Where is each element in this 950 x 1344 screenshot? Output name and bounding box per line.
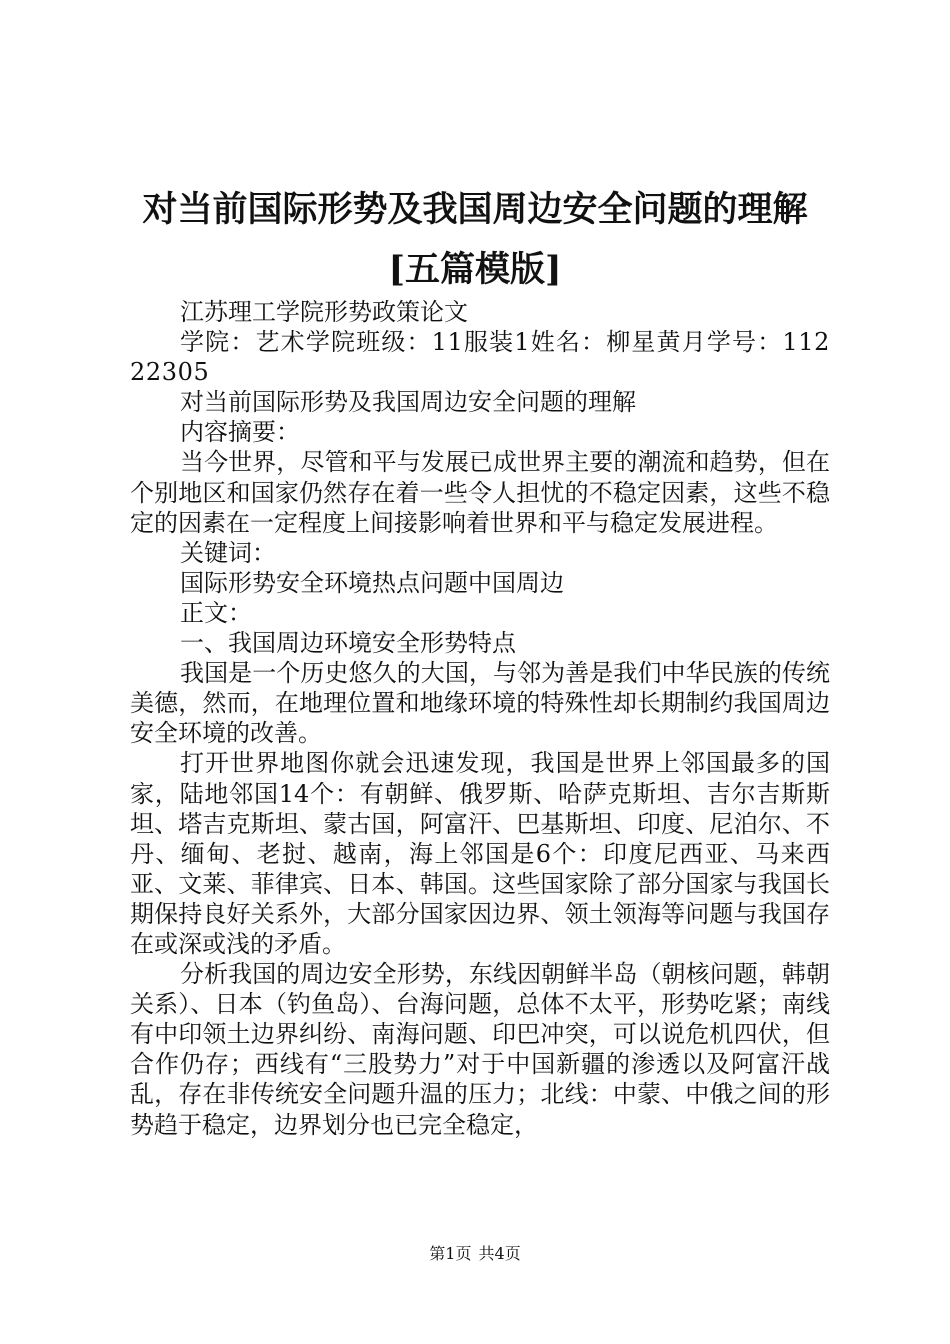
paragraph-school: 江苏理工学院形势政策论文 (180, 298, 468, 326)
paragraph-section-heading: 一、我国周边环境安全形势特点 (180, 629, 516, 658)
paragraph-body-1: 我国是一个历史悠久的大国，与邻为善是我们中华民族的传统美德，然而，在地理位置和地缘环境的特殊性却长期制约我国周边安全环境的改善。 (130, 659, 830, 748)
paragraph-abstract-heading: 内容摘要： (180, 418, 300, 447)
page-number: 第1页 (429, 1244, 472, 1263)
paragraph-abstract: 当今世界，尽管和平与发展已成世界主要的潮流和趋势，但在个别地区和国家仍然存在着一些令人担忧的不稳定因素，这些不稳定的因素在一定程度上间接影响着世界和平与稳定发展进程。 (130, 448, 830, 537)
document-title-line2: [五篇模版] (388, 249, 562, 290)
paragraph-body-heading: 正文： (180, 598, 252, 627)
page-total: 共4页 (478, 1244, 521, 1263)
page-footer (0, 1244, 950, 1264)
paragraph-body-2: 打开世界地图你就会迅速发现，我国是世界上邻国最多的国家，陆地邻国14个：有朝鲜、俄罗斯、哈萨克斯坦、吉尔吉斯斯坦、塔吉克斯坦、蒙古国，阿富汗、巴基斯坦、印度、尼泊尔、不丹、缅甸、老挝、越南，海上邻国是6个：印度尼西亚、马来西亚、文莱、菲律宾、日本、韩国。这些国家除了部分国家与我国长期保持良好关系外，大部分国家因边界、领土领海等问题与我国存在或深或浅的矛盾。 (130, 749, 830, 958)
document-body (130, 297, 830, 1140)
paragraph-keywords-heading: 关键词： (180, 538, 276, 567)
paragraph-essay-title: 对当前国际形势及我国周边安全问题的理解 (180, 388, 636, 417)
document-title-line1: 对当前国际形势及我国周边安全问题的理解 (142, 189, 808, 230)
paragraph-keywords: 国际形势安全环境热点问题中国周边 (180, 568, 564, 597)
paragraph-body-3: 分析我国的周边安全形势，东线因朝鲜半岛（朝核问题，韩朝关系）、日本（钓鱼岛）、台海问题，总体不太平，形势吃紧；南线有中印领土边界纠纷、南海问题、印巴冲突，可以说危机四伏，但合作仍存；西线有“三股势力”对于中国新疆的渗透以及阿富汗战乱，存在非传统安全问题升温的压力；北线：中蒙、中俄之间的形势趋于稳定，边界划分也已完全稳定， (130, 960, 830, 1139)
paragraph-student-info: 学院：艺术学院班级：11服装1姓名：柳星黄月学号：11222305 (130, 328, 830, 387)
